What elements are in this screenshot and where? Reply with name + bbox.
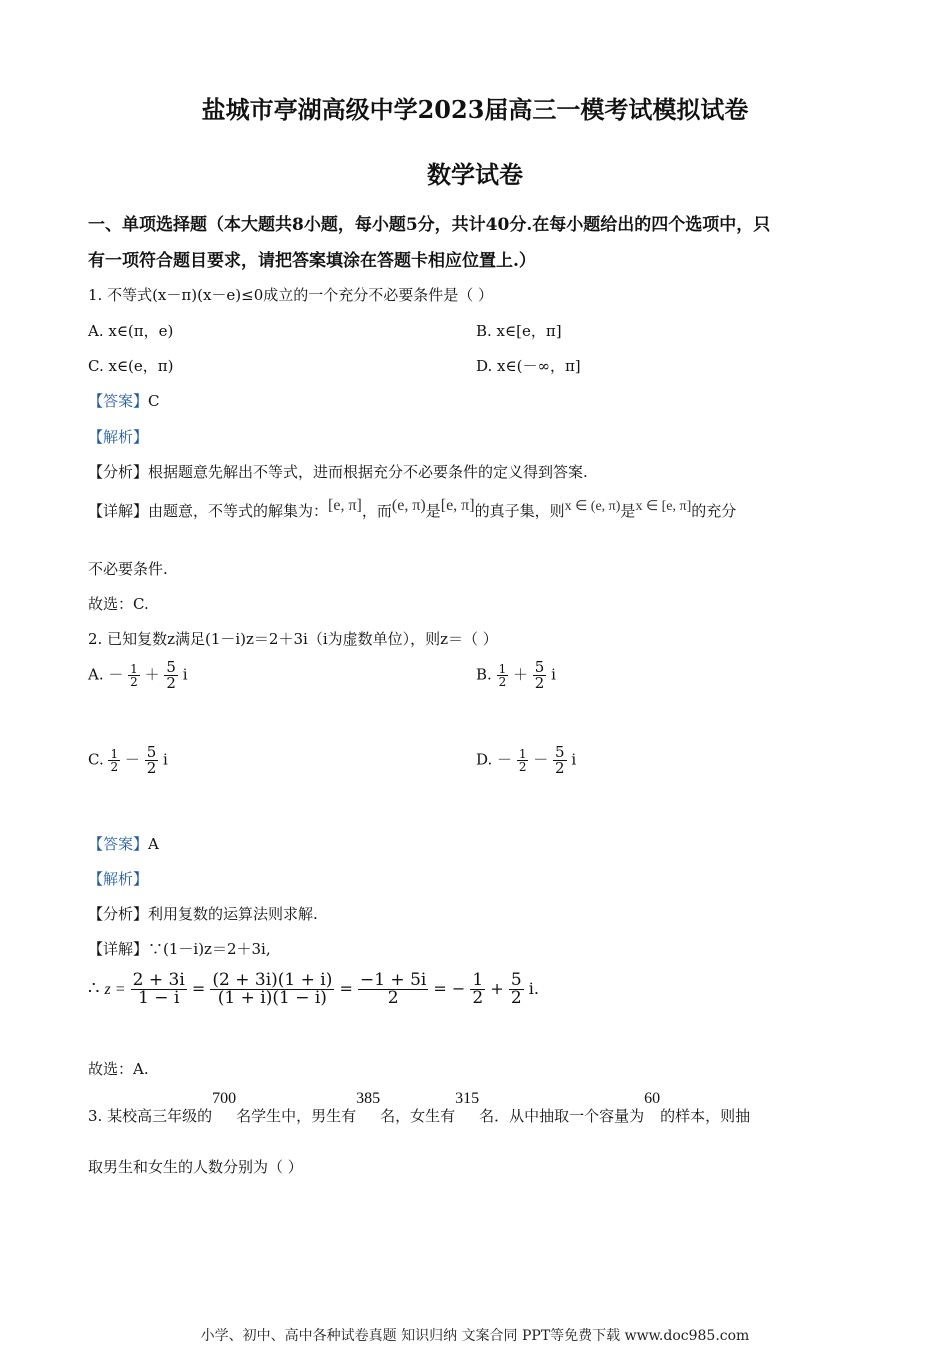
q1-fenxi: [88, 461, 588, 482]
q2-f4-den: 2: [472, 988, 484, 1008]
q2-d-operator: －: [533, 750, 549, 769]
q1-detail-text-1: 由题意，不等式的解集为：: [148, 502, 329, 520]
q2-minus: = −: [433, 979, 466, 998]
fraction: [131, 972, 187, 1007]
exam-title: 盐城市亭湖高级中学2023届高三一模考试模拟试卷: [201, 95, 749, 124]
q3-text-3: 名，女生有: [380, 1107, 456, 1125]
q2-a-label: A. －: [88, 665, 124, 684]
q2-analysis-tag: 【解析】: [88, 870, 149, 888]
therefore-symbol: ∴: [88, 978, 100, 999]
q1-option-d: D. x∈(－∞，π]: [476, 357, 581, 375]
q1-answer-line: [88, 390, 160, 411]
q1-option-c: C. x∈(e，π): [88, 357, 174, 375]
q2-option-a: [88, 660, 188, 691]
q1-fenxi-text: 根据题意先解出不等式，进而根据充分不必要条件的定义得到答案.: [148, 463, 588, 481]
q2-b-operator: ＋: [512, 665, 528, 684]
q2-c-five-den: 2: [146, 759, 157, 777]
q2-a-five-num: 5: [166, 658, 176, 676]
q3-stem-line1: [88, 1090, 751, 1126]
answer-tag: 【答案】: [88, 835, 149, 853]
q2-answer: A: [148, 835, 159, 853]
fraction: [210, 972, 334, 1007]
q3-text-1: 3. 某校高三年级的: [88, 1107, 213, 1125]
q1-detail-text-3: 是: [425, 502, 441, 520]
q2-f3-den: 2: [358, 989, 428, 1007]
q1-answer: C: [148, 392, 160, 410]
section-heading-line1: 一、单项选择题（本大题共8小题，每小题5分，共计40分.在每小题给出的四个选项中，只: [88, 215, 771, 235]
q2-f2-den: (1 + i)(1 − i): [210, 989, 334, 1007]
q2-d-half-den: 2: [518, 760, 527, 774]
equals-sign: =: [191, 979, 206, 998]
q3-total-students: 700: [212, 1090, 237, 1107]
q1-detail-text-6: 的充分: [691, 502, 737, 520]
q1-stem: 1. 不等式(x－π)(x－e)≤0成立的一个充分不必要条件是（ ）: [88, 286, 494, 304]
q2-c-operator: －: [124, 750, 140, 769]
q3-text-5: 的样本，则抽: [660, 1107, 751, 1125]
q2-d-label: D. －: [476, 750, 513, 769]
q2-option-c: [88, 745, 168, 776]
exam-subtitle: 数学试卷: [427, 160, 523, 189]
q1-detail-text-5: 是: [620, 502, 636, 520]
q2-c-half-den: 2: [110, 760, 119, 774]
section-heading-line2: 有一项符合题目要求，请把答案填涂在答题卡相应位置上.）: [88, 251, 536, 271]
q2-c-label: C.: [88, 750, 109, 769]
q2-d-five-den: 2: [555, 759, 565, 777]
fenxi-tag: 【分析】: [88, 905, 149, 923]
q2-b-half-den: 2: [498, 675, 507, 689]
q2-tail: i.: [528, 979, 539, 998]
answer-tag: 【答案】: [88, 392, 149, 410]
q1-set-1: [e, π]: [328, 497, 362, 514]
q1-option-b: B. x∈[e，π]: [476, 322, 562, 340]
q1-analysis-tag: 【解析】: [88, 428, 149, 446]
fraction: [108, 748, 120, 773]
q2-c-half-num: 1: [110, 747, 119, 761]
q2-detail: [88, 938, 271, 959]
fraction: [553, 745, 567, 776]
detail-tag: 【详解】: [88, 940, 149, 958]
q2-d-five-num: 5: [555, 743, 565, 761]
q1-set-4: x ∈ (e, π): [564, 499, 621, 514]
q1-detail-text-2: ，而: [361, 502, 392, 520]
q2-f5-num: 5: [510, 970, 522, 990]
q2-b-five-den: 2: [534, 674, 545, 692]
q3-male-count: 385: [356, 1090, 381, 1107]
fraction: [164, 660, 178, 691]
q3-sample-size: 60: [644, 1090, 661, 1107]
q1-detail: [88, 497, 737, 521]
q2-f3-num: −1 + 5i: [359, 970, 427, 990]
q3-text-4: 名．从中抽取一个容量为: [479, 1107, 645, 1125]
fraction: [145, 745, 159, 776]
q2-b-label: B.: [476, 665, 497, 684]
fraction: [497, 663, 509, 688]
q1-set-2: (e, π): [391, 497, 426, 514]
q2-choose: 故选：A.: [88, 1060, 149, 1078]
q2-fenxi-text: 利用复数的运算法则求解.: [148, 905, 318, 923]
q2-a-operator: ＋: [144, 665, 160, 684]
imaginary-unit: i: [551, 665, 556, 684]
plus-sign: +: [490, 979, 504, 998]
equals-sign: =: [339, 979, 353, 998]
page-footer: 小学、初中、高中各种试卷真题 知识归纳 文案合同 PPT等免费下载 www.doc985.com: [200, 1328, 750, 1344]
q1-detail-text-4: 的真子集，则: [474, 502, 565, 520]
q2-d-half-num: 1: [518, 747, 527, 761]
q2-eq-z: z =: [104, 981, 126, 998]
q2-option-b: [476, 660, 556, 691]
fraction: [358, 972, 428, 1007]
imaginary-unit: i: [163, 750, 168, 769]
q1-set-3: [e, π]: [440, 497, 475, 514]
q2-f5-den: 2: [510, 988, 522, 1008]
q2-stem: 2. 已知复数z满足(1－i)z＝2＋3i（i为虚数单位），则z＝（ ）: [88, 630, 498, 648]
q2-f4-num: 1: [472, 970, 484, 990]
q2-derivation: [88, 972, 539, 1007]
imaginary-unit: i: [571, 750, 577, 769]
imaginary-unit: i: [182, 665, 188, 684]
q2-a-half-num: 1: [130, 662, 138, 676]
q2-b-five-num: 5: [534, 658, 545, 676]
fraction: [533, 660, 547, 691]
q2-a-five-den: 2: [166, 674, 176, 692]
q3-stem-line2: 取男生和女生的人数分别为（ ）: [88, 1158, 303, 1176]
q3-text-2: 名学生中，男生有: [236, 1107, 357, 1125]
fenxi-tag: 【分析】: [88, 463, 149, 481]
q2-f1-num: 2 + 3i: [132, 970, 185, 990]
q1-set-5: x ∈ [e, π]: [635, 499, 692, 514]
fraction: [509, 972, 524, 1007]
q2-c-five-num: 5: [146, 743, 157, 761]
q2-a-half-den: 2: [130, 675, 138, 689]
q2-b-half-num: 1: [498, 662, 507, 676]
fraction: [517, 748, 529, 773]
q2-answer-line: [88, 833, 159, 854]
q1-detail-continued: 不必要条件.: [88, 560, 168, 578]
q3-female-count: 315: [455, 1090, 480, 1107]
fraction: [470, 972, 485, 1007]
q2-detail-text: ∵(1－i)z＝2＋3i,: [148, 940, 271, 958]
q2-option-d: [476, 745, 576, 776]
detail-tag: 【详解】: [88, 502, 149, 520]
fraction: [128, 663, 140, 688]
q2-f2-num: (2 + 3i)(1 + i): [212, 970, 333, 990]
q2-fenxi: [88, 903, 318, 924]
q1-choose: 故选：C.: [88, 595, 149, 613]
q1-option-a: A. x∈(π，e): [88, 322, 174, 340]
q2-f1-den: 1 − i: [131, 989, 187, 1007]
